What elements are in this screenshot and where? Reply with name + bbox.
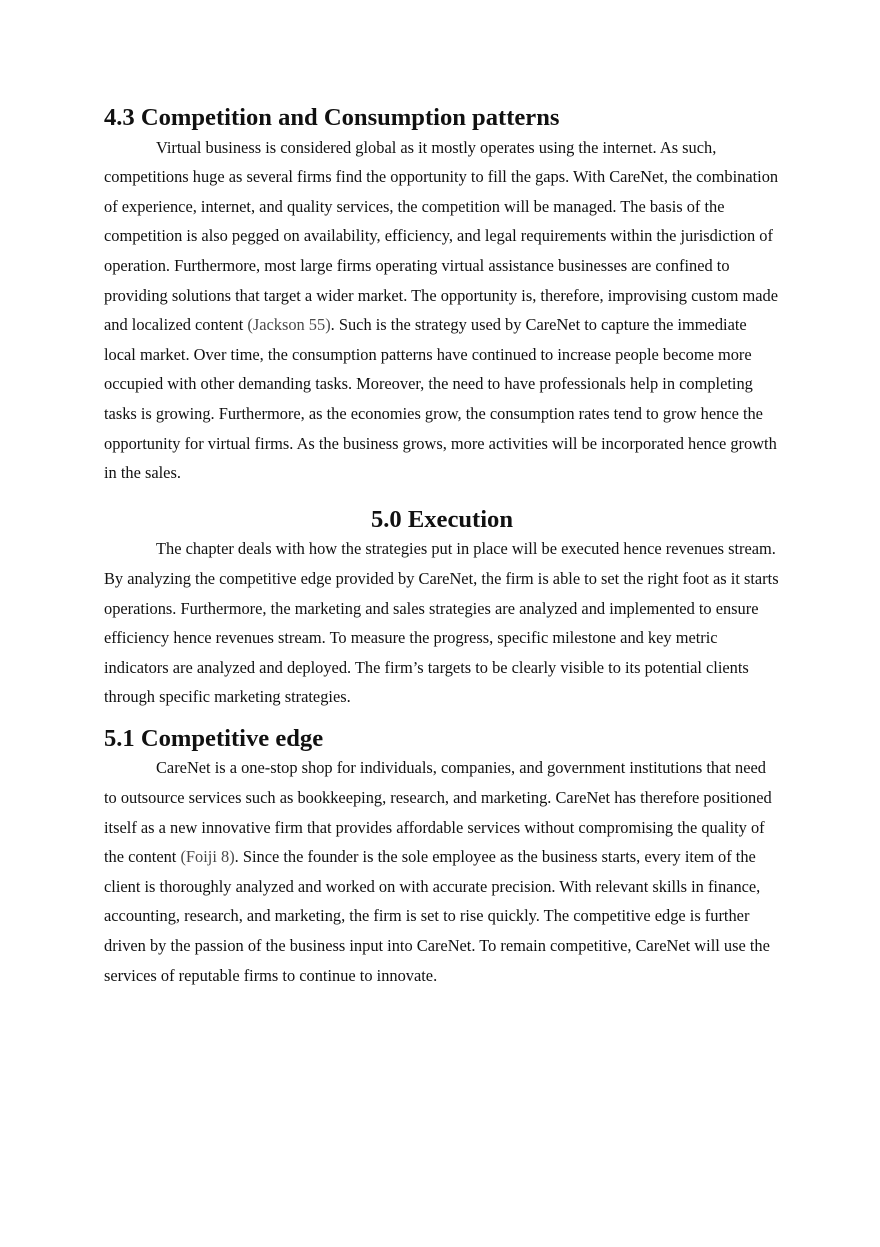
paragraph-competitive-edge bbox=[104, 753, 780, 990]
paragraph-execution: The chapter deals with how the strategies put in place will be executed hence revenues stream. By analyzing the competitive edge provided by CareNet, the firm is able to set the right foot as it starts operations. Furthermore, the marketing and sales strategies are analyzed and implemented to ensure efficiency hence revenues stream. To measure the progress, specific milestone and key metric indicators are analyzed and deployed. The firm’s targets to be clearly visible to its potential clients through specific marketing strategies. bbox=[104, 539, 779, 707]
section-heading-competitive-edge: 5.1 Competitive edge bbox=[104, 724, 324, 752]
section-spacer bbox=[104, 488, 780, 505]
document-body bbox=[104, 103, 780, 990]
section-heading-competition: 4.3 Competition and Consumption patterns bbox=[104, 104, 560, 131]
paragraph-text: Virtual business is considered global as it mostly operates using the internet. As such, competitions huge as several firms find the opportunity to fill the gaps. With CareNet, the combination of experience, internet, and quality services, the competition will be managed. The basis of the competition is also pegged on availability, efficiency, and legal requirements within the jurisdiction of operation. Furthermore, most large firms operating virtual assistance businesses are confined to providing solutions that target a wider market. The opportunity is, therefore, improvising custom made and localized content bbox=[104, 137, 779, 335]
citation-foiji: (Foiji 8) bbox=[180, 847, 235, 867]
paragraph-text: CareNet is a one-stop shop for individuals, companies, and government institutions that need to outsource services such as bookkeeping, research, and marketing. CareNet has therefore positioned itself as a new innovative firm that provides affordable services without compromising the quality of the content bbox=[104, 758, 772, 867]
paragraph-competition bbox=[104, 133, 780, 488]
section-spacer bbox=[104, 712, 780, 724]
section-heading-execution: 5.0 Execution bbox=[370, 505, 513, 533]
citation-jackson: (Jackson 55) bbox=[247, 315, 331, 335]
paragraph-text: . Such is the strategy used by CareNet to capture the immediate local market. Over time, the consumption patterns have continued to increase people become more occupied with other demanding tasks. Moreover, the need to have professionals help in completing tasks is growing. Furthermore, as the economies grow, the consumption rates tend to grow hence the opportunity for virtual firms. As the business grows, more activities will be incorporated hence growth in the sales. bbox=[104, 315, 777, 483]
paragraph-text: . Since the founder is the sole employee as the business starts, every item of the client is thoroughly analyzed and worked on with accurate precision. With relevant skills in finance, accounting, research, and marketing, the firm is set to rise quickly. The competitive edge is further driven by the passion of the business input into CareNet. To remain competitive, CareNet will use the services of reputable firms to continue to innovate. bbox=[104, 847, 770, 985]
